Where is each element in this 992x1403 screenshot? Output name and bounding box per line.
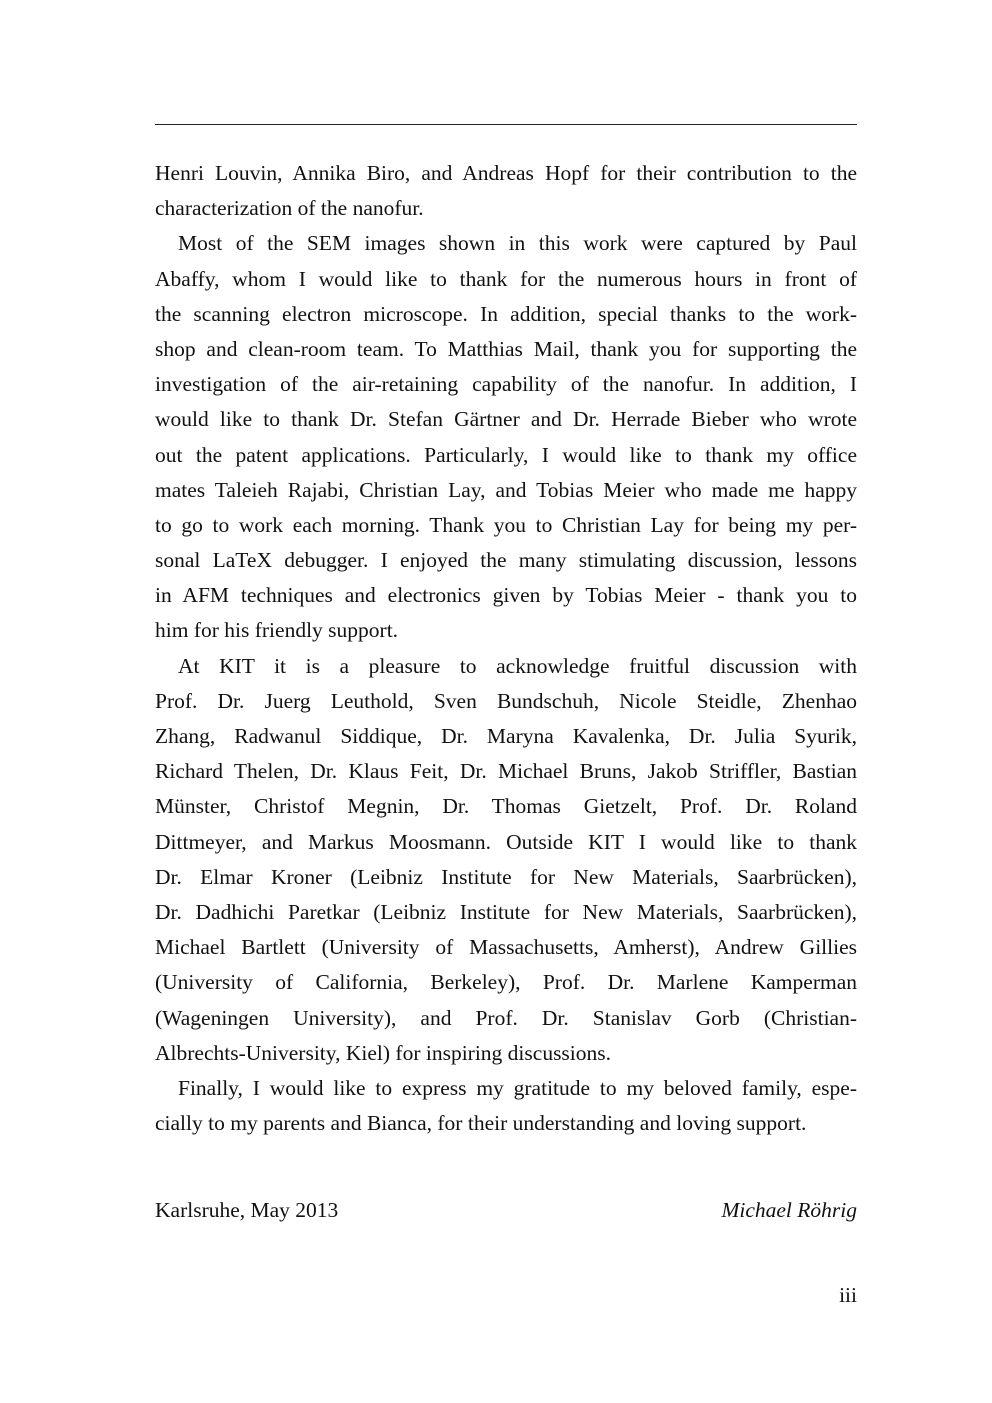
text-line: out the patent applications. Particularly, I would like to thank my office [155, 442, 857, 467]
text-line: Abaffy, whom I would like to thank for the numerous hours in front of [155, 266, 857, 291]
text-line: (University of California, Berkeley), Prof. Dr. Marlene Kamperman [155, 970, 857, 995]
author-name: Michael Röhrig [721, 1198, 857, 1222]
paragraph [155, 226, 857, 648]
text-line: would like to thank Dr. Stefan Gärtner and Dr. Herrade Bieber who wrote [155, 407, 857, 432]
text-line: the scanning electron microscope. In addition, special thanks to the work- [155, 301, 857, 326]
paragraph [155, 649, 857, 1071]
text-line: to go to work each morning. Thank you to Christian Lay for being my per- [155, 512, 857, 537]
text-line: in AFM techniques and electronics given by Tobias Meier - thank you to [155, 583, 857, 608]
text-line: him for his friendly support. [155, 618, 399, 643]
signature-block [155, 1198, 857, 1223]
acknowledgements-body [155, 156, 857, 1141]
text-line: Most of the SEM images shown in this work were captured by Paul [178, 231, 857, 256]
text-line: Michael Bartlett (University of Massachusetts, Amherst), Andrew Gillies [155, 935, 857, 960]
text-line: Albrechts-University, Kiel) for inspiring discussions. [155, 1040, 612, 1065]
header-rule [155, 124, 857, 125]
text-line: shop and clean-room team. To Matthias Mail, thank you for supporting the [155, 336, 857, 361]
text-line: Richard Thelen, Dr. Klaus Feit, Dr. Michael Bruns, Jakob Striffler, Bastian [155, 759, 857, 784]
text-line: Prof. Dr. Juerg Leuthold, Sven Bundschuh, Nicole Steidle, Zhenhao [155, 688, 857, 713]
text-line: cially to my parents and Bianca, for their understanding and loving support. [155, 1111, 807, 1136]
text-line: At KIT it is a pleasure to acknowledge fruitful discussion with [178, 653, 857, 678]
page-number: iii [839, 1283, 857, 1307]
text-line: mates Taleieh Rajabi, Christian Lay, and Tobias Meier who made me happy [155, 477, 857, 502]
text-line: Dittmeyer, and Markus Moosmann. Outside KIT I would like to thank [155, 829, 857, 854]
text-line: Dr. Elmar Kroner (Leibniz Institute for New Materials, Saarbrücken), [155, 864, 857, 889]
text-line: Finally, I would like to express my gratitude to my beloved family, espe- [178, 1075, 857, 1100]
paragraph [155, 1071, 857, 1141]
text-line: sonal LaTeX debugger. I enjoyed the many stimulating discussion, lessons [155, 548, 857, 573]
text-line: Henri Louvin, Annika Biro, and Andreas Hopf for their contribution to the [155, 161, 857, 185]
text-line: characterization of the nanofur. [155, 196, 424, 221]
text-line: investigation of the air-retaining capability of the nanofur. In addition, I [155, 372, 857, 397]
text-line: Münster, Christof Megnin, Dr. Thomas Gietzelt, Prof. Dr. Roland [155, 794, 857, 819]
place-date: Karlsruhe, May 2013 [155, 1198, 339, 1222]
text-line: Dr. Dadhichi Paretkar (Leibniz Institute for New Materials, Saarbrücken), [155, 899, 857, 924]
paragraph [155, 156, 857, 226]
text-line: Zhang, Radwanul Siddique, Dr. Maryna Kavalenka, Dr. Julia Syurik, [155, 724, 857, 748]
text-line: (Wageningen University), and Prof. Dr. Stanislav Gorb (Christian- [155, 1005, 857, 1030]
